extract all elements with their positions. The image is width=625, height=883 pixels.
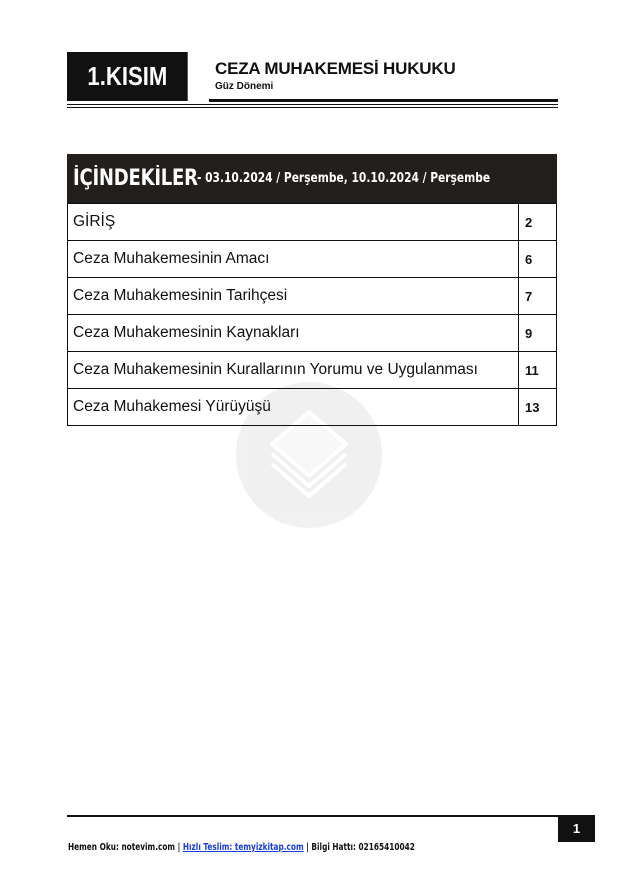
header-divider [209,99,558,102]
toc-item-page[interactable]: 7 [519,278,557,315]
footer-divider [67,815,558,817]
footer-text [68,842,415,853]
page-number: 1 [558,815,595,842]
toc-heading: İÇİNDEKİLER [73,166,198,191]
toc-row[interactable] [68,278,557,315]
toc-row[interactable] [68,241,557,278]
toc-table [67,203,557,426]
toc-item-title[interactable]: Ceza Muhakemesinin Tarihçesi [68,278,519,315]
footer-separator: | [175,842,183,853]
part-label: 1.KISIM [87,61,168,91]
delivery-link[interactable]: Hızlı Teslim: temyizkitap.com [182,842,304,853]
course-title: CEZA MUHAKEMESİ HUKUKU [215,59,456,78]
part-label-box [67,52,188,101]
toc-item-page[interactable]: 2 [519,204,557,241]
toc-item-page[interactable]: 11 [519,352,557,389]
toc-item-page[interactable]: 9 [519,315,557,352]
toc-item-title[interactable]: GİRİŞ [68,204,519,241]
toc-row[interactable] [68,352,557,389]
toc-row[interactable] [68,204,557,241]
footer-separator: | [303,842,312,853]
toc-item-title[interactable]: Ceza Muhakemesinin Kurallarının Yorumu ve Uygulanması [68,352,519,389]
toc-dates: - 03.10.2024 / Perşembe, 10.10.2024 / Perşembe [197,171,491,186]
toc-row[interactable] [68,389,557,426]
toc-item-title[interactable]: Ceza Muhakemesinin Amacı [68,241,519,278]
toc-item-page[interactable]: 6 [519,241,557,278]
header-divider-thin [67,104,558,105]
toc-item-page[interactable]: 13 [519,389,557,426]
toc-row[interactable] [68,315,557,352]
term-label: Güz Dönemi [215,81,274,92]
footer-hotline: Bilgi Hattı: 02165410042 [311,842,415,853]
toc-item-title[interactable]: Ceza Muhakemesinin Kaynakları [68,315,519,352]
footer-read-label: Hemen Oku: notevim.com [68,842,176,853]
toc-item-title[interactable]: Ceza Muhakemesi Yürüyüşü [68,389,519,426]
toc-header [67,154,557,203]
header-divider-thin [67,107,558,108]
